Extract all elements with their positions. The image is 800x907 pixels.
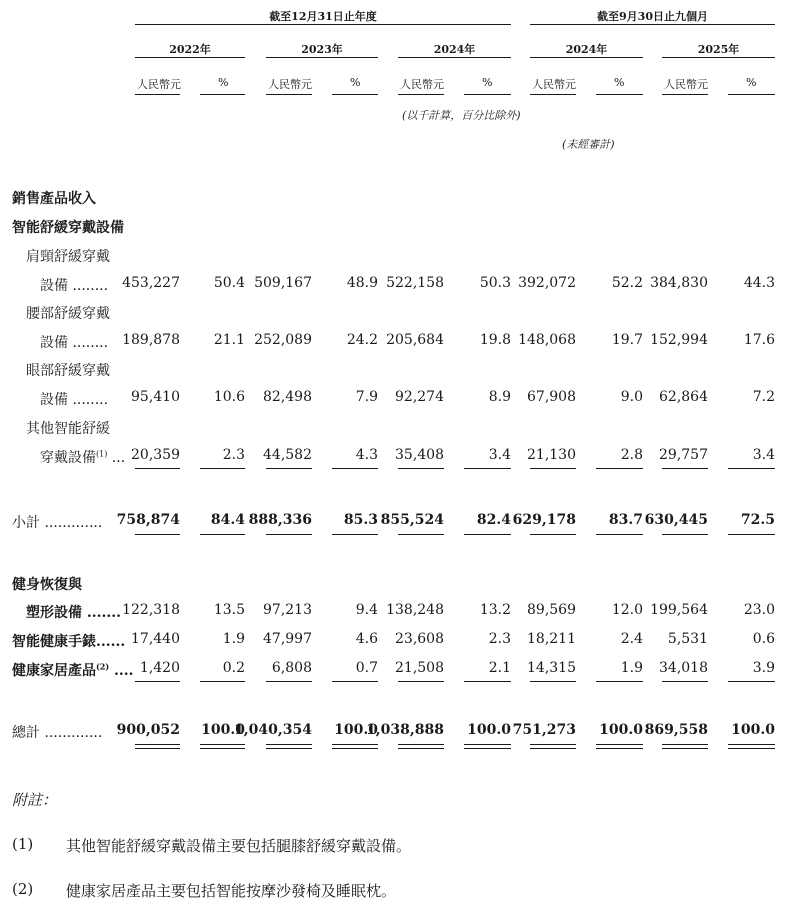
row-label-line1: 肩頸舒緩穿戴 <box>26 249 110 265</box>
home-underline <box>135 681 180 682</box>
year-2024-9m-rule <box>530 57 643 58</box>
home-value: 1.9 <box>620 660 643 676</box>
home-underline <box>200 681 245 682</box>
row-value: 2.3 <box>222 447 245 463</box>
total-value: 100.0 <box>201 722 245 738</box>
row-value: 92,274 <box>395 389 444 405</box>
watch-value: 0.6 <box>752 631 775 647</box>
row-label-line2: 設備 ........ <box>40 392 109 408</box>
footnote-1-num: (1) <box>12 835 34 853</box>
footnote-2-num: (2) <box>12 880 34 898</box>
unit-pct: % <box>614 76 625 89</box>
subtotal-underline <box>662 534 708 535</box>
unit-rule <box>464 94 511 95</box>
footnote-ref: (1) <box>96 449 108 459</box>
period-nine-months: 截至9月30日止九個月 <box>597 10 708 23</box>
row-value: 9.0 <box>620 389 643 405</box>
row-underline <box>135 468 180 469</box>
total-double-underline <box>728 744 775 745</box>
unit-rule <box>332 94 378 95</box>
period-year-end-rule <box>135 24 511 25</box>
row-label-line2: 設備 ........ <box>40 335 109 351</box>
row-value: 24.2 <box>346 332 378 348</box>
unit-rmb: 人民幣元 <box>664 78 708 91</box>
row-value: 44.3 <box>743 275 775 291</box>
home-underline <box>728 681 775 682</box>
row-value: 522,158 <box>386 275 444 291</box>
home-underline <box>662 681 708 682</box>
unit-rmb: 人民幣元 <box>268 78 312 91</box>
fitness-value: 122,318 <box>122 602 180 618</box>
subtotal-underline <box>332 534 378 535</box>
row-value: 509,167 <box>254 275 312 291</box>
home-label: 健康家居產品$^{(2)}$ .... <box>12 661 134 679</box>
footnote-1-text: 其他智能舒緩穿戴設備主要包括腿膝舒緩穿戴設備。 <box>66 837 412 855</box>
subtotal-underline <box>200 534 245 535</box>
total-value: 100.0 <box>731 722 775 738</box>
subtotal-label: 小計 ............. <box>12 515 103 531</box>
total-value: 100.0 <box>334 722 378 738</box>
subtotal-underline <box>266 534 312 535</box>
home-value: 1,420 <box>139 660 180 676</box>
row-underline <box>728 468 775 469</box>
total-double-underline <box>596 744 643 745</box>
subtotal-value: 855,524 <box>380 512 444 528</box>
row-label-line1: 眼部舒緩穿戴 <box>26 363 110 379</box>
year-2023: 2023年 <box>301 43 343 56</box>
year-2024-rule <box>398 57 511 58</box>
unit-rmb: 人民幣元 <box>532 78 576 91</box>
unit-rule <box>596 94 643 95</box>
subtotal-value: 84.4 <box>210 512 245 528</box>
fitness-value: 97,213 <box>263 602 312 618</box>
row-value: 3.4 <box>752 447 775 463</box>
year-2023-rule <box>266 57 378 58</box>
watch-value: 1.9 <box>222 631 245 647</box>
year-2024: 2024年 <box>433 43 476 56</box>
row-value: 82,498 <box>263 389 312 405</box>
total-double-underline <box>266 744 312 745</box>
row-value: 3.4 <box>488 447 511 463</box>
total-double-underline <box>662 744 708 745</box>
row-label-line2: 設備 ........ <box>40 278 109 294</box>
home-value: 34,018 <box>659 660 708 676</box>
note-unaudited: (未經審計) <box>562 138 615 151</box>
home-value: 0.7 <box>355 660 378 676</box>
total-double-underline <box>135 744 180 745</box>
unit-pct: % <box>482 76 493 89</box>
fitness-value: 89,569 <box>527 602 576 618</box>
subtotal-underline <box>728 534 775 535</box>
unit-rule <box>266 94 312 95</box>
total-double-underline <box>135 748 180 749</box>
row-value: 48.9 <box>346 275 378 291</box>
row-value: 7.9 <box>355 389 378 405</box>
total-value: 100.0 <box>467 722 511 738</box>
watch-value: 18,211 <box>527 631 576 647</box>
total-double-underline <box>200 744 245 745</box>
total-value: 900,052 <box>116 722 180 738</box>
total-label: 總計 ............. <box>12 725 103 741</box>
row-value: 50.4 <box>213 275 245 291</box>
home-underline <box>266 681 312 682</box>
total-value: 1,038,888 <box>366 722 444 738</box>
row-value: 152,994 <box>650 332 708 348</box>
row-value: 20,359 <box>131 447 180 463</box>
unit-rule <box>398 94 444 95</box>
unit-pct: % <box>218 76 229 89</box>
total-value: 751,273 <box>512 722 576 738</box>
subtotal-value: 629,178 <box>512 512 576 528</box>
row-value: 67,908 <box>527 389 576 405</box>
row-label-line1: 腰部舒緩穿戴 <box>26 306 110 322</box>
fitness-value: 9.4 <box>355 602 378 618</box>
row-value: 95,410 <box>131 389 180 405</box>
watch-value: 4.6 <box>355 631 378 647</box>
fitness-label-line1: 健身恢復與 <box>12 577 82 593</box>
home-value: 14,315 <box>527 660 576 676</box>
section-title: 銷售產品收入 <box>12 191 96 207</box>
unit-rmb: 人民幣元 <box>400 78 444 91</box>
year-2024-9m: 2024年 <box>565 43 608 56</box>
total-double-underline <box>662 748 708 749</box>
row-value: 19.8 <box>479 332 511 348</box>
row-value: 252,089 <box>254 332 312 348</box>
fitness-value: 138,248 <box>386 602 444 618</box>
row-value: 8.9 <box>488 389 511 405</box>
row-underline <box>398 468 444 469</box>
home-value: 3.9 <box>752 660 775 676</box>
row-underline <box>200 468 245 469</box>
fitness-label-line2: 塑形設備 ....... <box>26 605 121 621</box>
fitness-value: 23.0 <box>743 602 775 618</box>
row-value: 21,130 <box>527 447 576 463</box>
home-value: 21,508 <box>395 660 444 676</box>
home-value: 6,808 <box>271 660 312 676</box>
home-underline <box>398 681 444 682</box>
row-value: 35,408 <box>395 447 444 463</box>
period-nine-months-rule <box>530 24 775 25</box>
total-double-underline <box>596 748 643 749</box>
subtotal-value: 83.7 <box>608 512 643 528</box>
row-value: 17.6 <box>743 332 775 348</box>
home-underline <box>332 681 378 682</box>
footnote-ref: (2) <box>96 661 110 672</box>
total-double-underline <box>728 748 775 749</box>
row-label-line2: 穿戴設備$^{(1)}$ ... <box>40 449 126 466</box>
subtotal-value: 630,445 <box>644 512 708 528</box>
watch-value: 5,531 <box>667 631 708 647</box>
row-value: 7.2 <box>752 389 775 405</box>
total-double-underline <box>398 744 444 745</box>
group-title: 智能舒緩穿戴設備 <box>12 220 124 236</box>
total-double-underline <box>200 748 245 749</box>
row-value: 10.6 <box>213 389 245 405</box>
watch-label: 智能健康手錶...... <box>12 634 126 650</box>
unit-pct: % <box>350 76 361 89</box>
row-value: 4.3 <box>355 447 378 463</box>
subtotal-underline <box>530 534 576 535</box>
subtotal-value: 82.4 <box>476 512 511 528</box>
watch-value: 47,997 <box>263 631 312 647</box>
unit-rule <box>662 94 708 95</box>
unit-rule <box>530 94 576 95</box>
year-2022-rule <box>135 57 245 58</box>
row-underline <box>266 468 312 469</box>
subtotal-underline <box>398 534 444 535</box>
footnote-2-text: 健康家居產品主要包括智能按摩沙發椅及睡眠枕。 <box>66 882 397 900</box>
total-value: 100.0 <box>599 722 643 738</box>
total-double-underline <box>332 748 378 749</box>
period-year-end: 截至12月31日止年度 <box>269 10 377 23</box>
home-underline <box>464 681 511 682</box>
row-value: 62,864 <box>659 389 708 405</box>
total-double-underline <box>464 748 511 749</box>
row-value: 384,830 <box>650 275 708 291</box>
total-double-underline <box>530 748 576 749</box>
note-thousands: (以千計算，百分比除外) <box>402 109 521 122</box>
row-value: 392,072 <box>518 275 576 291</box>
home-value: 0.2 <box>222 660 245 676</box>
home-underline <box>596 681 643 682</box>
total-double-underline <box>530 744 576 745</box>
footnotes-title: 附註： <box>12 791 58 809</box>
home-value: 2.1 <box>488 660 511 676</box>
row-value: 52.2 <box>611 275 643 291</box>
row-underline <box>332 468 378 469</box>
unit-rule <box>200 94 245 95</box>
total-double-underline <box>398 748 444 749</box>
row-value: 205,684 <box>386 332 444 348</box>
row-underline <box>596 468 643 469</box>
year-2025-9m: 2025年 <box>697 43 740 56</box>
watch-value: 2.4 <box>620 631 643 647</box>
unit-rmb: 人民幣元 <box>137 78 181 91</box>
fitness-value: 12.0 <box>611 602 643 618</box>
fitness-value: 13.2 <box>479 602 511 618</box>
fitness-value: 199,564 <box>650 602 708 618</box>
row-underline <box>464 468 511 469</box>
row-value: 29,757 <box>659 447 708 463</box>
total-double-underline <box>332 744 378 745</box>
subtotal-value: 72.5 <box>740 512 775 528</box>
subtotal-underline <box>135 534 180 535</box>
watch-value: 2.3 <box>488 631 511 647</box>
row-label-line1: 其他智能舒緩 <box>26 421 110 437</box>
row-value: 44,582 <box>263 447 312 463</box>
unit-rule <box>728 94 775 95</box>
total-double-underline <box>464 744 511 745</box>
total-value: 869,558 <box>644 722 708 738</box>
row-value: 21.1 <box>213 332 245 348</box>
subtotal-value: 888,336 <box>248 512 312 528</box>
subtotal-underline <box>596 534 643 535</box>
subtotal-value: 758,874 <box>116 512 180 528</box>
row-underline <box>530 468 576 469</box>
total-double-underline <box>266 748 312 749</box>
home-underline <box>530 681 576 682</box>
unit-rule <box>135 94 180 95</box>
year-2025-9m-rule <box>662 57 775 58</box>
row-value: 189,878 <box>122 332 180 348</box>
row-value: 50.3 <box>479 275 511 291</box>
year-2022: 2022年 <box>169 43 211 56</box>
row-value: 453,227 <box>122 275 180 291</box>
total-value: 1,040,354 <box>234 722 312 738</box>
watch-value: 23,608 <box>395 631 444 647</box>
row-value: 19.7 <box>611 332 643 348</box>
row-value: 2.8 <box>620 447 643 463</box>
subtotal-underline <box>464 534 511 535</box>
watch-value: 17,440 <box>131 631 180 647</box>
fitness-value: 13.5 <box>213 602 245 618</box>
row-underline <box>662 468 708 469</box>
row-value: 148,068 <box>518 332 576 348</box>
subtotal-value: 85.3 <box>343 512 378 528</box>
unit-pct: % <box>746 76 757 89</box>
